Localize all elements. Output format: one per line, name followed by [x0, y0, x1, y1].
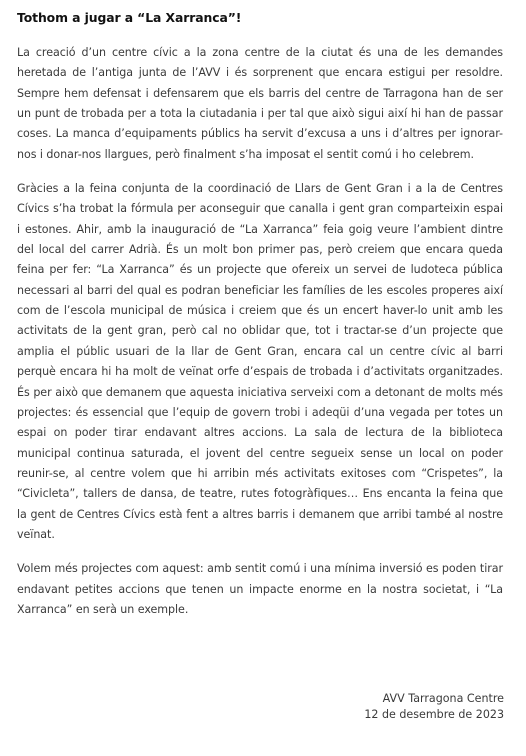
paragraph-3: Volem més projectes com aquest: amb sentit comú i una mínima inversió es poden tirar endavant petites accions que tenen un impacte enorme en la nostra societat, i “La Xarranca” en serà un exemple. — [17, 562, 503, 616]
signature-block — [364, 691, 504, 723]
document-page — [17, 10, 503, 634]
paragraph-1: La creació d’un centre cívic a la zona centre de la ciutat és una de les demandes heretada de l’antiga junta de l’AVV i és sorprenent que encara estigui per resoldre. Sempre hem defensat i defensarem que els barris del centre de Tarragona han de ser un punt de trobada per a tota la ciutadania i per tal que això sigui així hi han de passar coses. La manca d’equipaments públics ha servit d’excusa a uns i d’altres per ignorar-nos i donar-nos llargues, però finalment s’ha imposat el sentit comú i ho celebrem. — [17, 46, 503, 161]
paragraph-2: Gràcies a la feina conjunta de la coordinació de Llars de Gent Gran i a la de Centres Cívics s’ha trobat la fórmula per aconseguir que canalla i gent gran comparteixin espai i estones. Ahir, amb la inauguració de “La Xarranca” feia goig veure l’ambient dintre del local del carrer Adrià. És un molt bon primer pas, però creiem que encara queda feina per fer: “La Xarranca” és un projecte que ofereix un servei de ludoteca pública necessari al barri del qual es podran beneficiar les famílies de les escoles properes així com de l’escola municipal de música i creiem que és un encert haver-lo unit amb les activitats de la gent gran, però cal no oblidar que, tot i tractar-se d’un projecte que amplia el públic usuari de la llar de Gent Gran, encara cal un centre cívic al barri perquè encara hi ha molt de veïnat orfe d’espais de trobada i d’activitats organitzades. És per això que demanem que aquesta iniciativa serveixi com a detonant de molts més projectes: és essencial que l’equip de govern trobi i adeqüi d’una vegada per totes un espai on poder tirar endavant altres accions. La sala de lectura de la biblioteca municipal continua saturada, el jovent del centre segueix sense un local on poder reunir-se, al centre volem que hi arribin més activitats exitoses com “Crispetes”, la “Civicleta”, tallers de dansa, de teatre, rutes fotogràfiques… Ens encanta la feina que la gent de Centres Cívics està fent a altres barris i demanem que arribi també al nostre veïnat. — [17, 182, 503, 541]
signature-organization: AVV Tarragona Centre — [382, 692, 504, 705]
signature-date: 12 de desembre de 2023 — [364, 708, 504, 721]
document-title: Tothom a jugar a “La Xarranca”! — [17, 10, 242, 25]
